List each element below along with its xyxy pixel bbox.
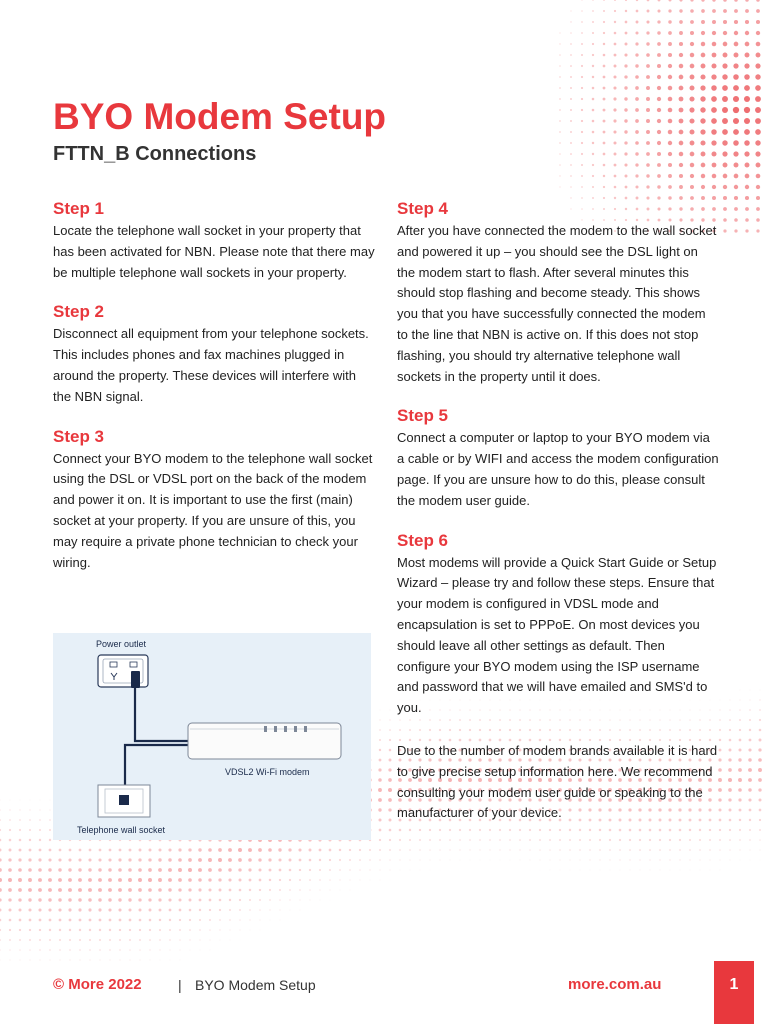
left-column <box>53 198 375 591</box>
power-cable <box>135 688 190 741</box>
disclaimer-note: Due to the number of modem brands available it is hard to give precise setup information here. We recommend consulting your modem user guide or speaking to the manufacturer of your device. <box>397 742 718 821</box>
page-subtitle: FTTN_B Connections <box>53 143 257 165</box>
step-body: Locate the telephone wall socket in your property that has been activated for NBN. Please note that there may be multiple telephone wall sockets in your property. <box>53 223 375 280</box>
telephone-socket-icon <box>98 785 150 817</box>
step-body: After you have connected the modem to the wall socket and powered it up – you should see the DSL light on the modem start to flash. After several minutes this should stop flashing and become steady. This shows you that you have successfully connected the modem to the line that NBN is active on. If this does not stop flashing, you should try alternative telephone wall sockets in the property until it does. <box>397 223 717 384</box>
power-outlet-icon <box>98 655 148 688</box>
step-5 <box>397 405 719 511</box>
step-2 <box>53 301 375 407</box>
step-heading: Step 5 <box>397 406 449 426</box>
footer-separator: | <box>178 977 182 993</box>
page-number: 1 <box>714 961 754 1024</box>
step-3 <box>53 426 375 574</box>
phone-cable <box>125 745 190 791</box>
step-body: Disconnect all equipment from your telephone sockets. This includes phones and fax machines plugged in around the property. These devices will interfere with the NBN signal. <box>53 326 369 404</box>
step-heading: Step 4 <box>397 199 449 218</box>
modem-label: VDSL2 Wi-Fi modem <box>225 767 310 777</box>
page-title: BYO Modem Setup <box>53 96 387 137</box>
footer-website-link[interactable]: more.com.au <box>568 976 662 993</box>
step-body: Most modems will provide a Quick Start Guide or Setup Wizard – please try and follow these steps. Ensure that your modem is configured in VDSL mode and encapsulation is set to PPPoE. On most devices you should leave all other settings as default. Then configure your BYO modem using the ISP username and password that we will have emailed and SMS'd to you. <box>397 554 717 716</box>
step-heading: Step 3 <box>53 426 105 446</box>
step-1 <box>53 198 375 283</box>
connection-diagram-illustration <box>53 633 371 840</box>
footer-doc-title: BYO Modem Setup <box>195 977 316 993</box>
step-body: Connect your BYO modem to the telephone wall socket using the DSL or VDSL port on the back of the modem and power it on. It is important to use the first (main) socket at your property. If you are unsure of this, you may require a private phone technician to check your wiring. <box>53 450 373 570</box>
connection-diagram <box>53 633 371 840</box>
step-heading: Step 1 <box>53 199 105 218</box>
step-body: Connect a computer or laptop to your BYO modem via a cable or by WIFI and access the modem configuration page. If you are unsure how to do this, please consult the modem user guide. <box>397 430 719 508</box>
step-6 <box>397 530 719 719</box>
step-heading: Step 2 <box>53 302 105 322</box>
footer-copyright: © More 2022 <box>53 976 142 993</box>
step-4 <box>397 198 719 387</box>
right-column <box>397 198 719 824</box>
socket-label: Telephone wall socket <box>77 825 166 835</box>
modem-icon <box>188 723 341 759</box>
step-heading: Step 6 <box>397 530 449 550</box>
power-outlet-label: Power outlet <box>96 639 147 649</box>
